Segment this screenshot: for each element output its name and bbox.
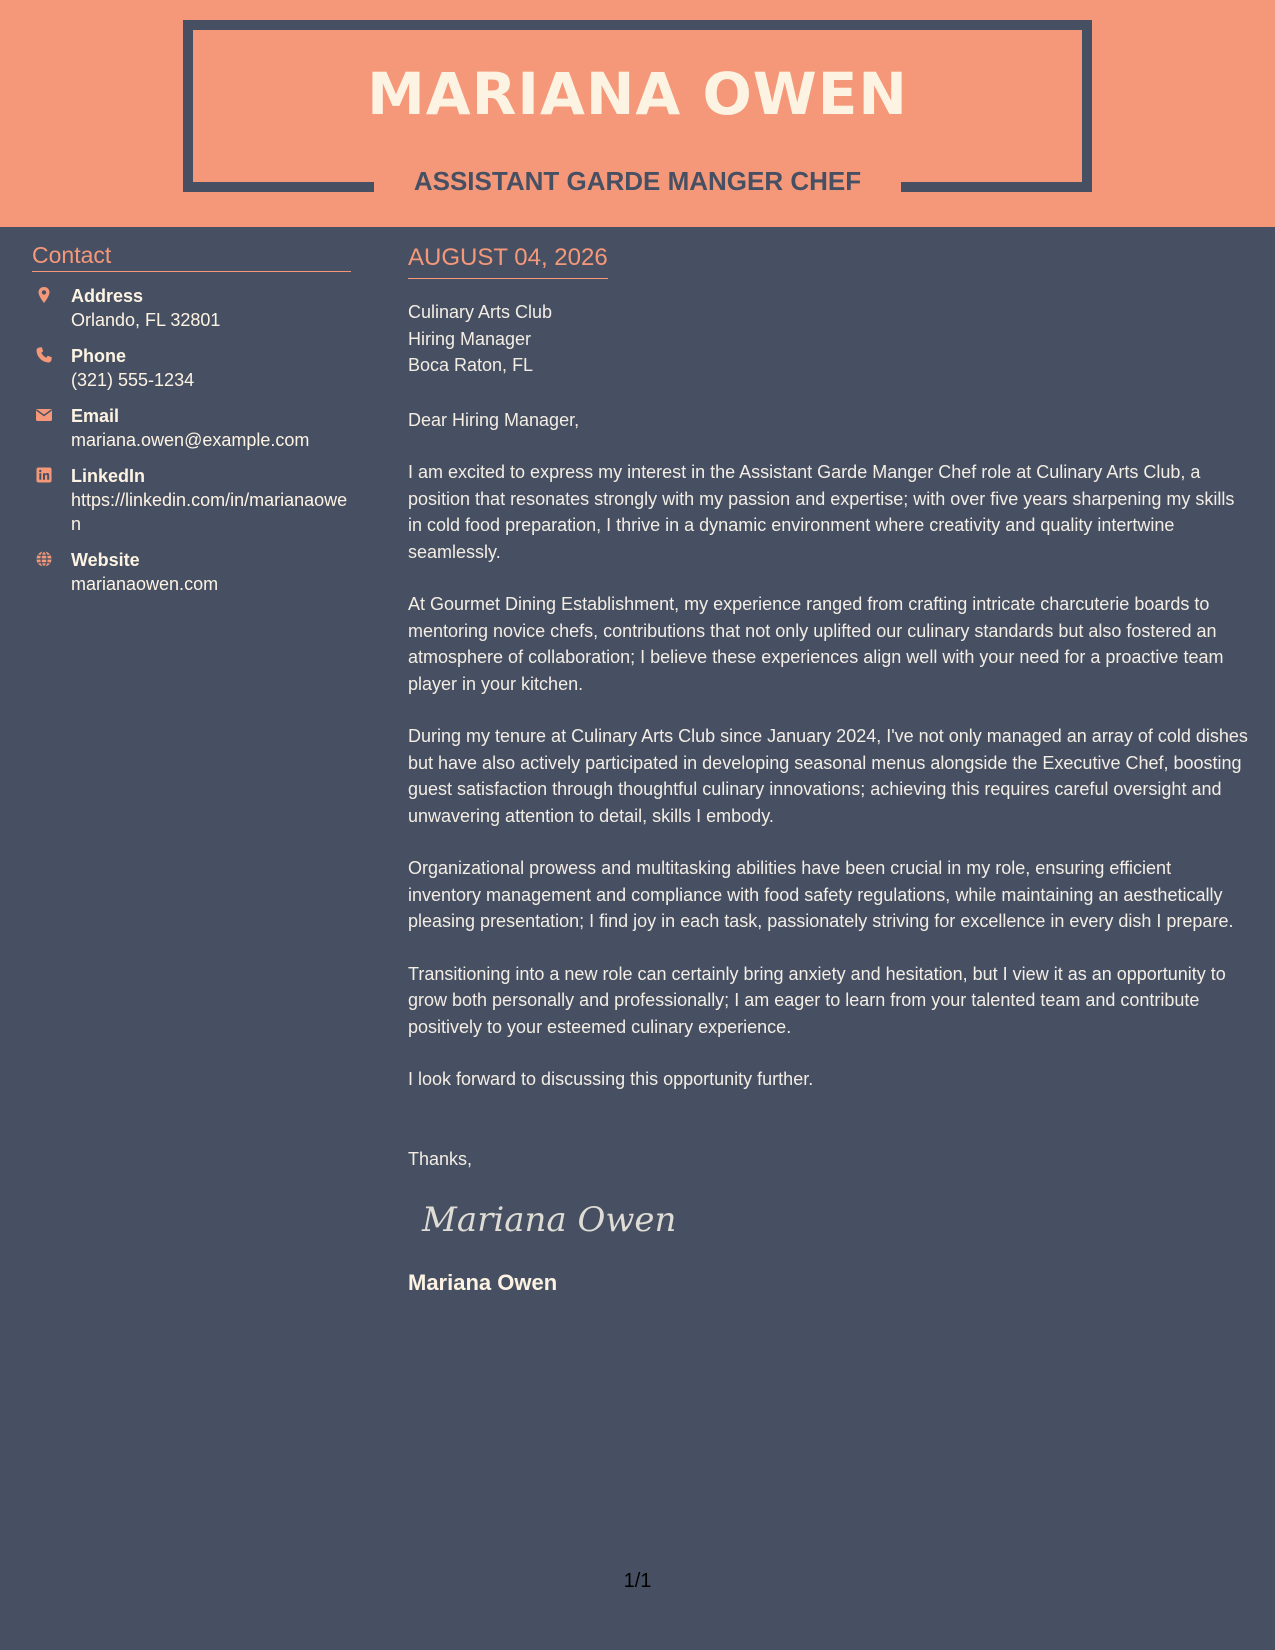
applicant-name: MARIANA OWEN [367,60,908,128]
contact-item-email [32,404,352,452]
frame-bottom-left-border [183,182,374,192]
recipient-block [408,299,1248,379]
frame-left-border [183,20,193,192]
contact-label: Phone [71,346,127,366]
contact-label: Address [71,286,144,306]
frame-top-border [183,20,1092,30]
recipient-location: Boca Raton, FL [408,355,534,375]
contact-value[interactable]: marianaowen.com [71,574,219,594]
phone-icon [35,346,53,364]
contact-label: LinkedIn [71,466,146,486]
body-paragraph: I am excited to express my interest in the Assistant Garde Manger Chef role at Culinary Arts Club, a position that resonates strongly with my passion and expertise; with over five years sharpening my skills in cold food preparation, I thrive in a dynamic environment where creativity and quality intertwine seamlessly. [408,462,1235,562]
recipient-company: Culinary Arts Club [408,302,553,322]
contact-value[interactable]: https://linkedin.com/in/marianaowen [71,490,348,534]
contact-item-linkedin [32,464,352,536]
page-number: 1/1 [623,1570,652,1592]
recipient-title: Hiring Manager [408,328,532,349]
contact-value: Orlando, FL 32801 [71,310,221,330]
contact-item-phone [32,344,352,392]
salutation: Dear Hiring Manager, [408,409,580,430]
linkedin-icon [35,466,53,484]
closing: Thanks, [408,1148,473,1169]
body-paragraph: During my tenure at Culinary Arts Club since January 2024, I've not only managed an array of cold dishes but have also actively participated in developing seasonal menus alongside the Executive Chef, boosting guest satisfaction through thoughtful culinary innovations; achieving this requires careful oversight and unwavering attention to detail, skills I embody. [408,726,1248,826]
body-paragraph: Organizational prowess and multitasking abilities have been crucial in my role, ensuring efficient inventory management and compliance with food safety regulations, while maintaining an aesthetically pleasing presentation; I find joy in each task, passionately striving for excellence in every dish I prepare. [408,858,1234,931]
frame-right-border [1082,20,1092,192]
envelope-icon [35,406,53,424]
contact-sidebar [32,242,352,596]
handwritten-signature: Mariana Owen [422,1200,677,1240]
body-paragraph: Transitioning into a new role can certainly bring anxiety and hesitation, but I view it as an opportunity to grow both personally and professionally; I am eager to learn from your talented team and contribute positively to your esteemed culinary experience. [408,963,1226,1037]
contact-heading: Contact [32,242,351,272]
body-paragraph: I look forward to discussing this opportunity further. [408,1069,814,1089]
signer-name: Mariana Owen [408,1270,558,1295]
contact-label: Email [71,406,120,426]
contact-label: Website [71,550,140,570]
header-banner [0,0,1275,227]
letter-body [408,244,1248,1296]
contact-item-website [32,548,352,596]
body-paragraph: At Gourmet Dining Establishment, my experience ranged from crafting intricate charcuterie boards to mentoring novice chefs, contributions that not only uplifted our culinary standards but also fostered an atmosphere of collaboration; I believe these experiences align well with your need for a proactive team player in your kitchen. [408,594,1224,694]
frame-bottom-right-border [901,182,1092,192]
letter-date: AUGUST 04, 2026 [408,244,608,279]
map-pin-icon [35,286,53,304]
job-title: ASSISTANT GARDE MANGER CHEF [413,166,862,196]
globe-icon [35,550,53,568]
contact-value[interactable]: mariana.owen@example.com [71,430,310,450]
contact-item-address [32,284,352,332]
contact-value: (321) 555-1234 [71,370,195,390]
